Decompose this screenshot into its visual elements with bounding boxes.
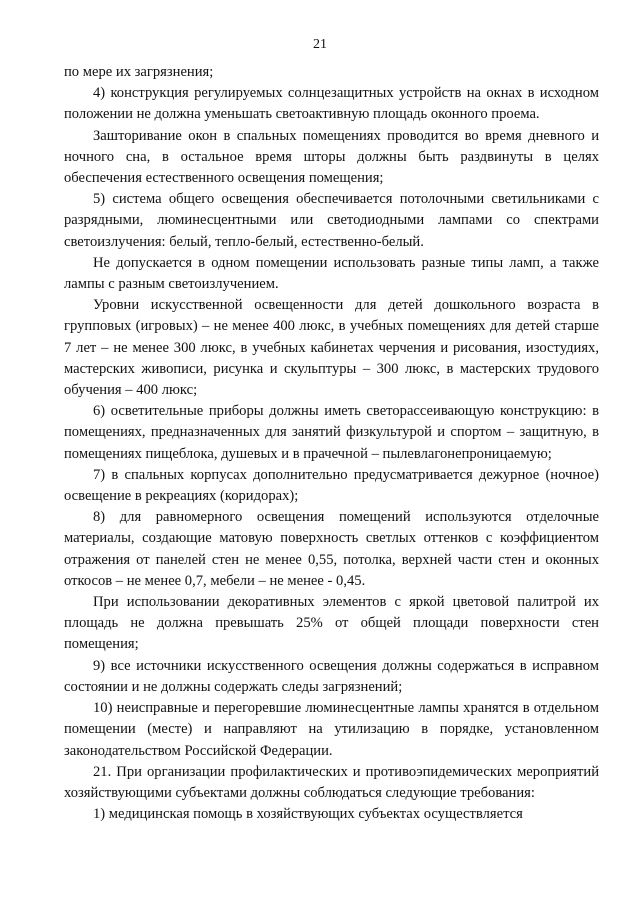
paragraph: 1) медицинская помощь в хозяйствующих субъектах осуществляется [93,806,523,823]
paragraph: 6) осветительные приборы должны иметь светорассеивающую конструкцию: в помещениях, предназначенных для занятий физкультурой и спортом – защитную, в помещениях пищеблока, душевых и в прачечной – пылевлагонепроницаемую; [64,403,599,462]
paragraph: При использовании декоративных элементов с яркой цветовой палитрой их площадь не должна превышать 25% от общей площади поверхности стен помещения; [64,594,599,653]
paragraph: Не допускается в одном помещении использовать разные типы ламп, а также лампы с разным светоизлучением. [64,254,599,293]
paragraph: 21. При организации профилактических и противоэпидемических мероприятий хозяйствующими субъектами должны соблюдаться следующие требования: [64,763,599,801]
paragraph: 7) в спальных корпусах дополнительно предусматривается дежурное (ночное) освещение в рекреациях (коридорах); [64,466,599,505]
paragraph: Уровни искусственной освещенности для детей дошкольного возраста в групповых (игровых) – не менее 400 люкс, в учебных помещениях для детей старше 7 лет – не менее 300 люкс, в учебных кабинетах черчения и рисования, изостудиях, мастерских живописи, рисунка и скульптуры – 300 люкс, в мастерских трудового обучения – 400 люкс; [64,297,599,399]
paragraph: Зашторивание окон в спальных помещениях проводится во время дневного и ночного сна, в остальное время шторы должны быть раздвинуты в целях обеспечения естественного освещения помещения; [64,127,599,187]
paragraph: по мере их загрязнения; [64,64,214,80]
page-number: 21 [313,37,327,52]
paragraph: 4) конструкция регулируемых солнцезащитных устройств на окнах в исходном положении не должна уменьшать светоактивную площадь оконного проема. [64,85,599,123]
paragraph: 8) для равномерного освещения помещений используются отделочные материалы, создающие матовую поверхность светлых оттенков с коэффициентом отражения от панелей стен не менее 0,55, потолка, верхней части стен и оконных откосов – не менее 0,7, мебели – не менее - 0,45. [64,509,599,589]
document-body [64,62,599,825]
paragraph: 5) система общего освещения обеспечивается потолочными светильниками с разрядными, люминесцентными или светодиодными лампами со спектрами светоизлучения: белый, тепло-белый, естественно-белый. [64,191,599,250]
paragraph: 10) неисправные и перегоревшие люминесцентные лампы хранятся в отдельном помещении (месте) и направляют на утилизацию в порядке, установленном законодательством Российской Федерации. [64,700,599,759]
paragraph: 9) все источники искусственного освещения должны содержаться в исправном состоянии и не должны содержать следы загрязнений; [64,657,599,695]
